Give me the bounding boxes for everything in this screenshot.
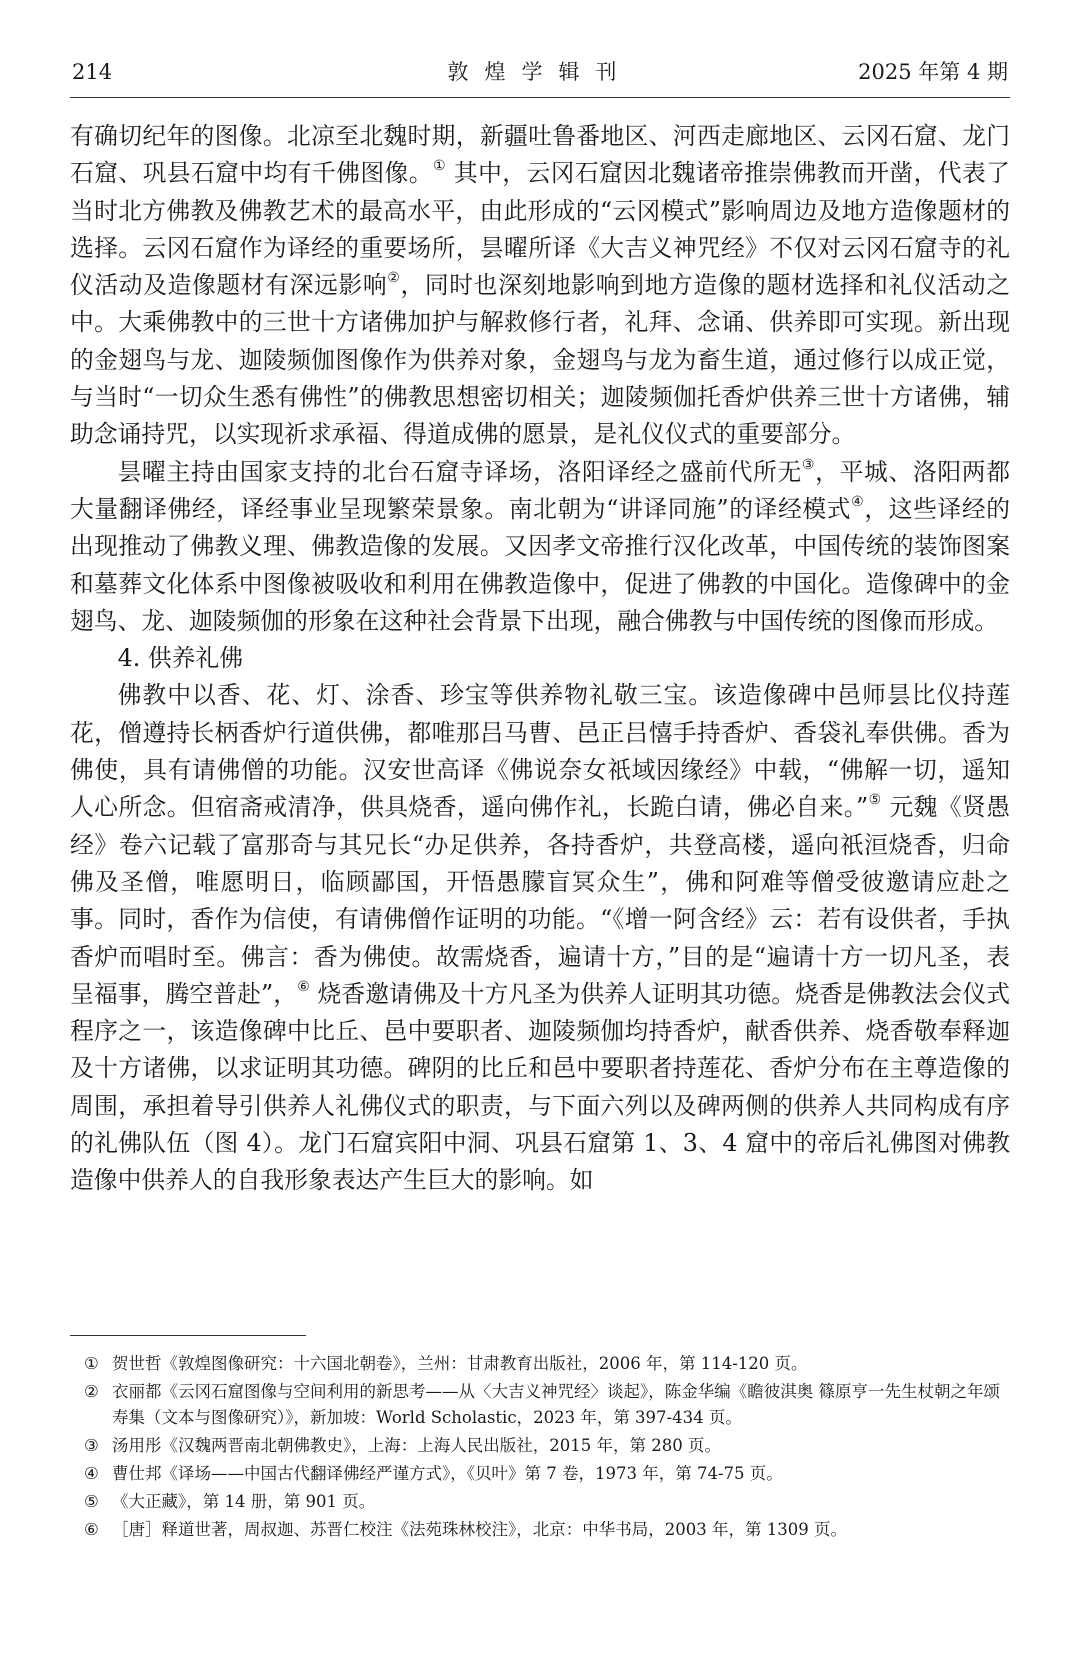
section-heading: 4. 供养礼佛: [117, 644, 244, 673]
journal-title: 敦煌学辑刊: [447, 60, 633, 84]
paragraph-text: ，这些译经的出现推动了佛教义理、佛教造像的发展。又因孝文帝推行汉化改革，中国传统的装饰图案和墓葬文化体系中图像被吸收和利用在佛教造像中，促进了佛教的中国化。造像碑中的金翅鸟、龙、迦陵频伽的形象在这种社会背景下出现，融合佛教与中国传统的图像而形成。: [70, 494, 1010, 635]
paragraph-1: [70, 118, 1010, 454]
issue-label: 2025 年第 4 期: [858, 60, 1008, 84]
paragraph-text: 有确切纪年的图像。北凉至北魏时期，新疆吐鲁番地区、河西走廊地区、云冈石窟、龙门石窟、巩县石窟中均有千佛图像。: [70, 122, 1010, 188]
main-text: [70, 118, 1010, 1200]
running-header: [70, 58, 1010, 94]
footnote-number: ②: [84, 1382, 99, 1401]
header-rule: [70, 97, 1010, 98]
footnote-ref-4[interactable]: ④: [851, 494, 865, 511]
paragraph-text: 佛教中以香、花、灯、涂香、珍宝等供养物礼敬三宝。该造像碑中邑师昙比仪持莲花，僧遵持长柄香炉行道供佛，都唯那吕马曹、邑正吕憘手持香炉、香袋礼奉供佛。香为佛使，具有请佛僧的功能。汉安世高译《佛说奈女祇域因缘经》中载，“佛解一切，遥知人心所念。但宿斋戒清净，供具烧香，遥向佛作礼，长跪白请，佛必自来。”: [70, 681, 1010, 822]
paragraph-text: 元魏《贤愚经》卷六记载了富那奇与其兄长“办足供养，各持香炉，共登高楼，遥向祇洹烧香，归命佛及圣僧，唯愿明日，临顾鄙国，开悟愚朦盲冥众生”，佛和阿难等僧受彼邀请应赴之事。同时，香作为信使，有请佛僧作证明的功能。“《增一阿含经》云：若有设供者，手执香炉而唱时至。佛言：香为佛使。故需烧香，遍请十方，”目的是“遍请十方一切凡圣，表呈福事，腾空普赴”，: [70, 793, 1010, 1008]
paragraph-text: 其中，云冈石窟因北魏诸帝推崇佛教而开凿，代表了当时北方佛教及佛教艺术的最高水平，由此形成的“云冈模式”影响周边及地方造像题材的选择。云冈石窟作为译经的重要场所，昙曜所译《大吉义神咒经》不仅对云冈石窟寺的礼仪活动及造像题材有深远影响: [70, 159, 1010, 300]
footnote-text: 汤用彤《汉魏两晋南北朝佛教史》，上海：上海人民出版社，2015 年，第 280 页。: [112, 1436, 721, 1455]
footnote-number: ①: [84, 1354, 99, 1373]
footnote: [70, 1433, 1010, 1459]
footnote-number: ⑤: [84, 1492, 99, 1511]
paragraph-3: [70, 677, 1010, 1199]
footnote-ref-2[interactable]: ②: [387, 270, 401, 287]
footnote: [70, 1489, 1010, 1515]
footnote-ref-3[interactable]: ③: [801, 456, 816, 473]
footnote-text: ［唐］释道世著，周叔迦、苏晋仁校注《法苑珠林校注》，北京：中华书局，2003 年，第 1309 页。: [112, 1520, 847, 1539]
footnote-text: 曹仕邦《译场——中国古代翻译佛经严谨方式》，《贝叶》第 7 卷，1973 年，第 74-75 页。: [112, 1464, 783, 1483]
footnote: [70, 1461, 1010, 1487]
footnote-number: ③: [84, 1436, 99, 1455]
paragraph-text: ，平城、洛阳两都大量翻译佛经，译经事业呈现繁荣景象。南北朝为“讲译同施”的译经模式: [70, 457, 1011, 523]
footnote-text: 贺世哲《敦煌图像研究：十六国北朝卷》，兰州：甘肃教育出版社，2006 年，第 114-120 页。: [112, 1354, 808, 1373]
paragraph-text: 昙曜主持由国家支持的北台石窟寺译场，洛阳译经之盛前代所无: [117, 457, 802, 486]
footnote-text: 《大正藏》，第 14 册，第 901 页。: [112, 1492, 376, 1511]
paragraph-text: ，同时也深刻地影响到地方造像的题材选择和礼仪活动之中。大乘佛教中的三世十方诸佛加护与解救修行者，礼拜、念诵、供养即可实现。新出现的金翅鸟与龙、迦陵频伽图像作为供养对象，金翅鸟与龙为畜生道，通过修行以成正觉，与当时“一切众生悉有佛性”的佛教思想密切相关；迦陵频伽托香炉供养三世十方诸佛，辅助念诵持咒，以实现祈求承福、得道成佛的愿景，是礼仪仪式的重要部分。: [70, 271, 1010, 449]
paragraph-2: [70, 454, 1010, 640]
page-number: 214: [72, 60, 113, 84]
footnote-ref-6[interactable]: ⑥: [297, 978, 310, 995]
footnote: [70, 1379, 1010, 1431]
footnote: [70, 1351, 1010, 1377]
paragraph-text: 烧香邀请佛及十方凡圣为供养人证明其功德。烧香是佛教法会仪式程序之一，该造像碑中比丘、邑中要职者、迦陵频伽均持香炉，献香供养、烧香敬奉释迦及十方诸佛，以求证明其功德。碑阴的比丘和邑中要职者持莲花、香炉分布在主尊造像的周围，承担着导引供养人礼佛仪式的职责，与下面六列以及碑两侧的供养人共同构成有序的礼佛队伍（图 4）。龙门石窟宾阳中洞、巩县石窟第 1、3、4 窟中的帝后礼佛图对佛教造像中供养人的自我形象表达产生巨大的影响。如: [70, 979, 1010, 1195]
footnotes: [70, 1351, 1010, 1545]
footnote-rule: [70, 1335, 306, 1336]
footnote-ref-5[interactable]: ⑤: [868, 792, 882, 809]
footnote-number: ⑥: [84, 1520, 99, 1539]
footnote-ref-1[interactable]: ①: [432, 158, 446, 175]
footnote: [70, 1517, 1010, 1543]
footnote-text: 衣丽都《云冈石窟图像与空间利用的新思考——从〈大吉义神咒经〉谈起》，陈金华编《瞻彼淇奥 篠原亨一先生杖朝之年颂寿集（文本与图像研究）》，新加坡：World Scholastic，2023 年，第 397-434 页。: [112, 1382, 1000, 1427]
footnote-number: ④: [84, 1464, 99, 1483]
